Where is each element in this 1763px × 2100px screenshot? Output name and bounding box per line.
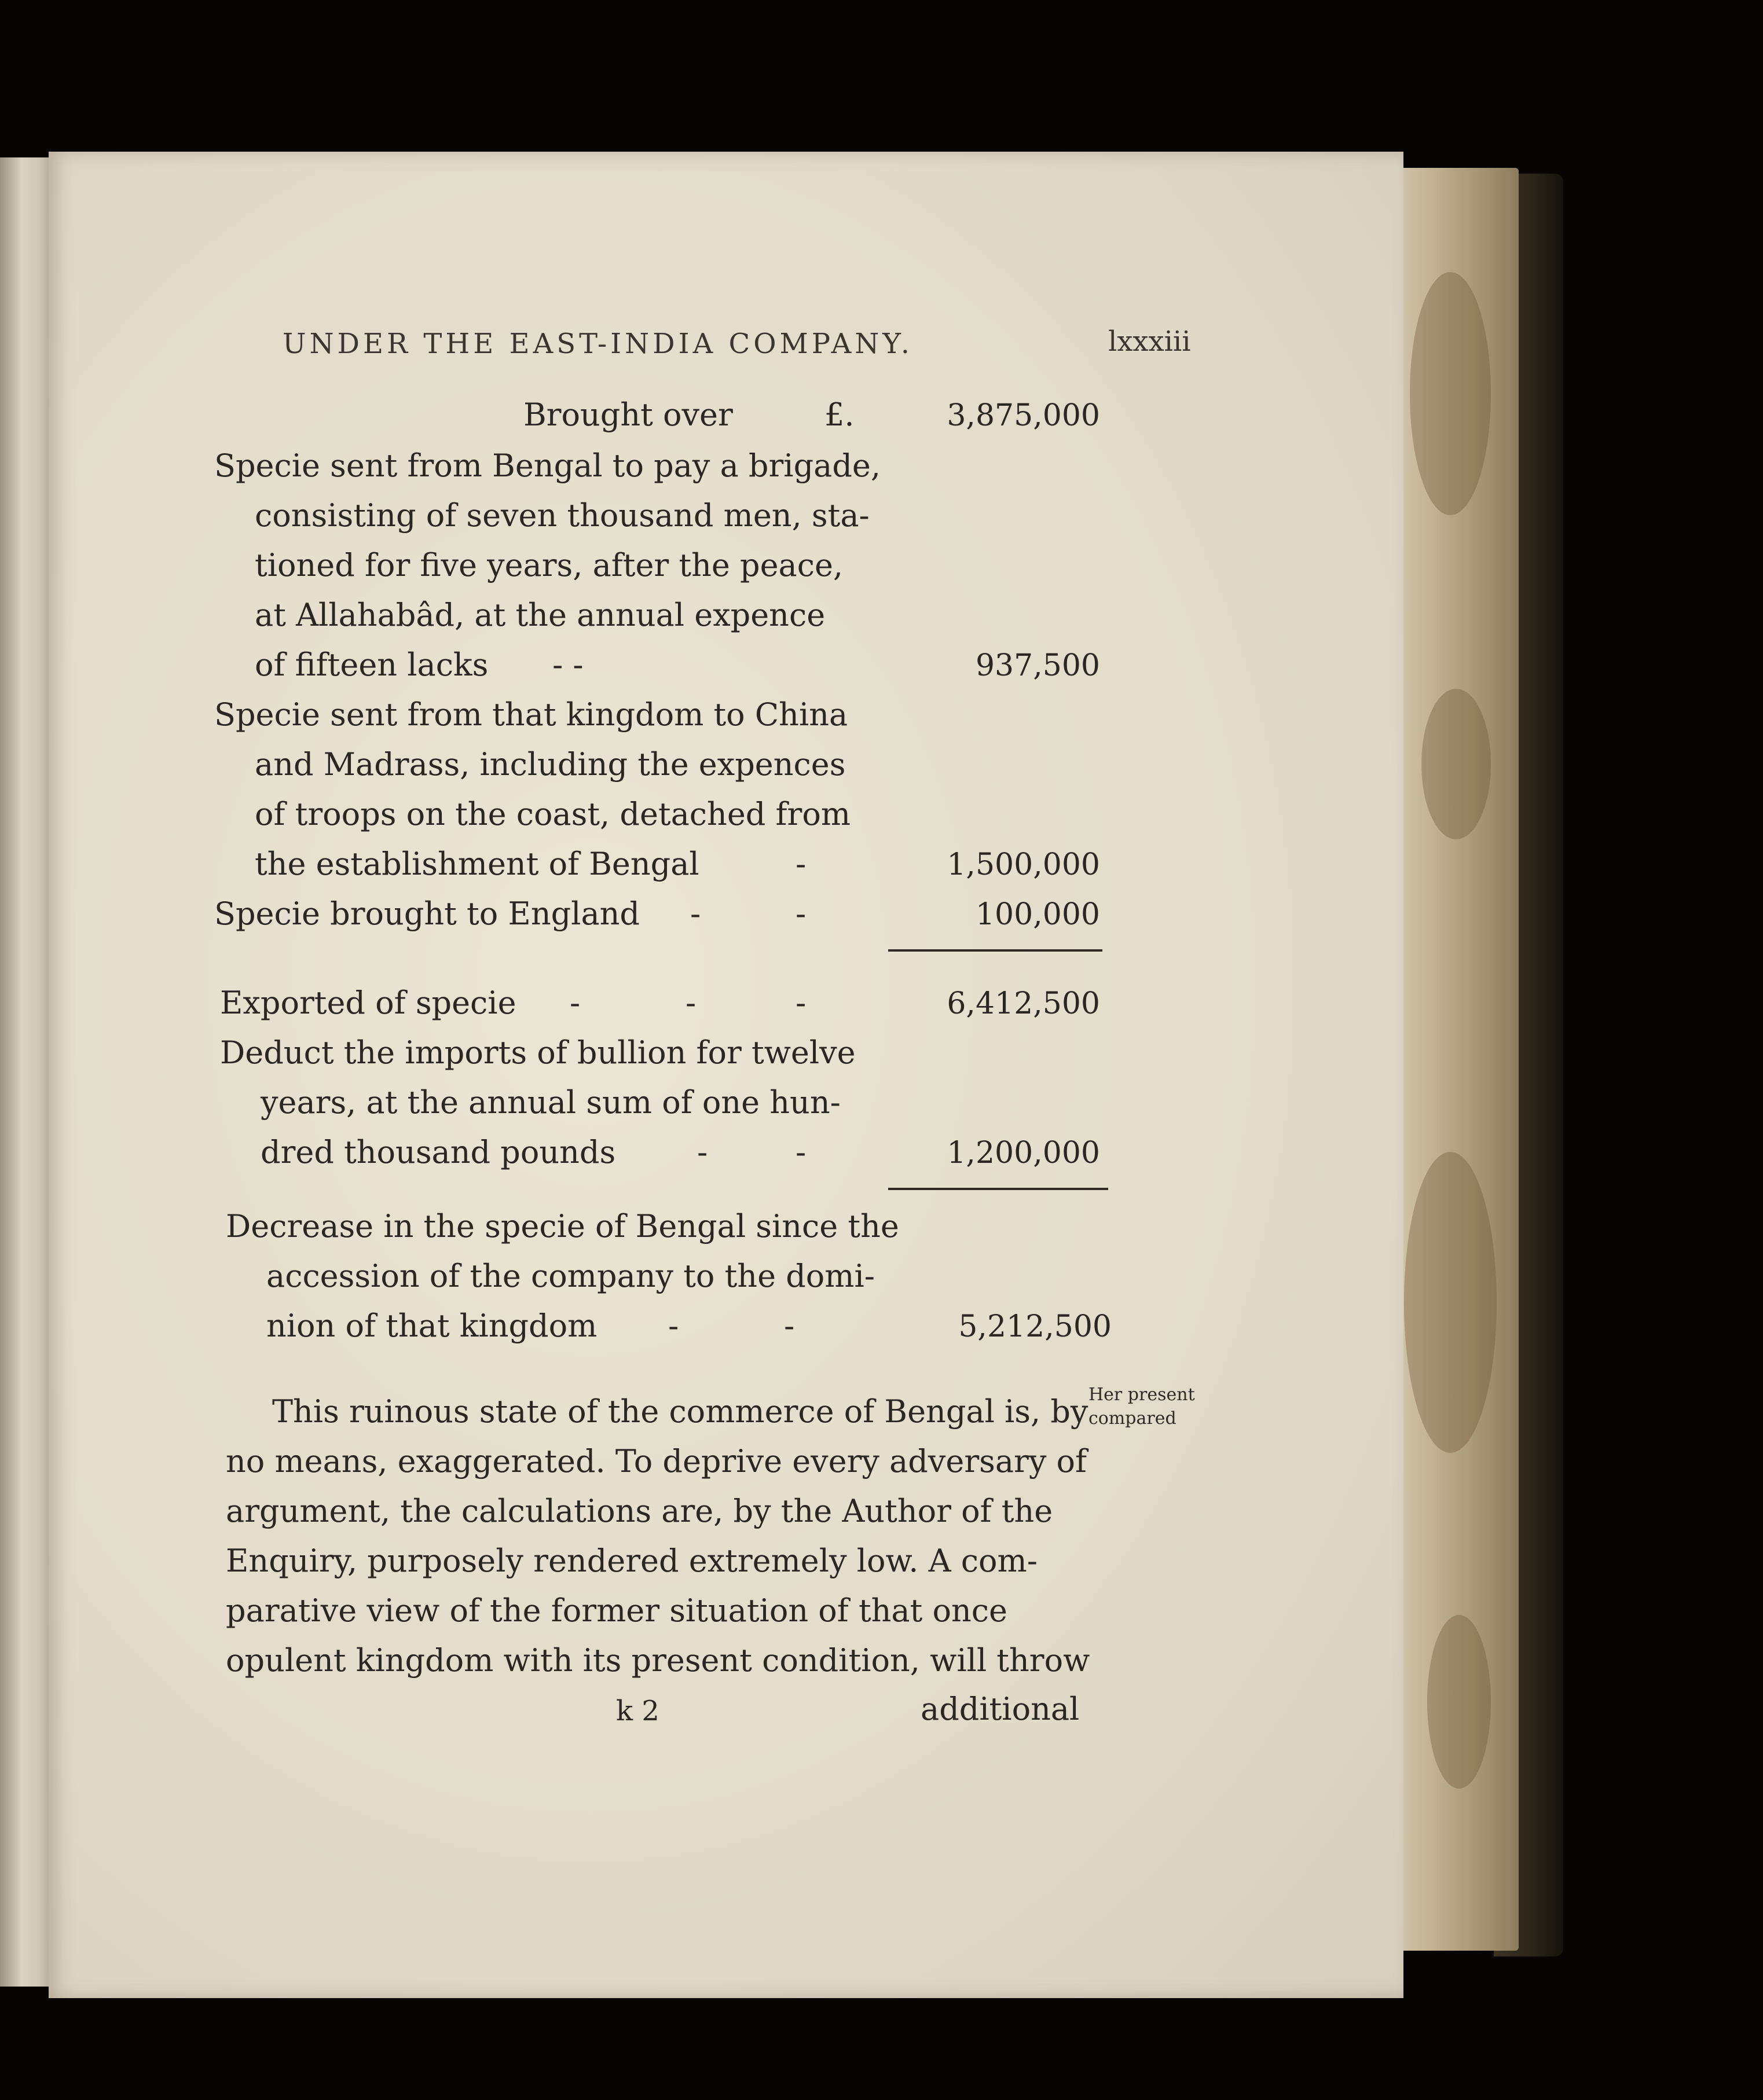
table-row-label: Specie sent from Bengal to pay a brigade, xyxy=(214,447,881,484)
body-line: no means, exaggerated. To deprive every adversary of xyxy=(226,1443,1087,1479)
page-block-edge xyxy=(1387,168,1519,1951)
body-line: Enquiry, purposely rendered extremely low. A com- xyxy=(226,1543,1038,1579)
margin-note-line: compared xyxy=(1088,1408,1176,1429)
running-title: UNDER THE EAST-INDIA COMPANY. xyxy=(283,328,914,360)
left-page-edge xyxy=(0,157,49,1987)
table-row-label: dred thousand pounds xyxy=(261,1134,616,1170)
dash-leader: - xyxy=(686,985,697,1021)
body-line: argument, the calculations are, by the Author of the xyxy=(226,1493,1053,1529)
table-row-label: and Madrass, including the expences xyxy=(255,746,846,783)
dash-leader: - xyxy=(784,1308,795,1344)
table-row-label: consisting of seven thousand men, sta- xyxy=(255,497,870,534)
dash-leader: - xyxy=(796,846,807,882)
table-row-label: years, at the annual sum of one hun- xyxy=(261,1084,841,1121)
signature-mark: k 2 xyxy=(616,1695,659,1727)
dash-leader: - xyxy=(796,985,807,1021)
table-row-label: nion of that kingdom xyxy=(266,1308,598,1344)
table-row-amount: 1,500,000 xyxy=(947,847,1100,882)
table-row-amount: 1,200,000 xyxy=(947,1136,1100,1170)
sum-rule xyxy=(888,949,1102,952)
table-row-amount: 5,212,500 xyxy=(958,1309,1112,1344)
table-row-label: Deduct the imports of bullion for twelve xyxy=(220,1034,856,1071)
table-row-label: the establishment of Bengal xyxy=(255,846,699,882)
table-row-label: Decrease in the specie of Bengal since the xyxy=(226,1208,899,1244)
table-row-label: accession of the company to the domi- xyxy=(266,1258,875,1294)
table-row-label: at Allahabâd, at the annual expence xyxy=(255,597,826,633)
table-row-label: of fifteen lacks xyxy=(255,647,489,683)
table-row-label: Exported of specie xyxy=(220,985,516,1021)
margin-note-line: Her present xyxy=(1088,1385,1195,1405)
table-row-amount: 3,875,000 xyxy=(947,398,1100,433)
dash-leader: - xyxy=(796,895,807,932)
table-row-amount: 100,000 xyxy=(975,897,1100,932)
table-row-label: Specie sent from that kingdom to China xyxy=(214,696,848,733)
body-line: This ruinous state of the commerce of Bengal is, by xyxy=(272,1393,1088,1430)
table-row-amount: 6,412,500 xyxy=(947,986,1100,1021)
table-row-label: Brought over xyxy=(523,396,733,433)
table-row-label: tioned for five years, after the peace, xyxy=(255,547,844,583)
catchword: additional xyxy=(921,1691,1080,1727)
table-row-amount: 937,500 xyxy=(975,648,1100,683)
table-row-label: of troops on the coast, detached from xyxy=(255,796,851,832)
body-line: opulent kingdom with its present condition, will throw xyxy=(226,1642,1090,1679)
pound-sign: £. xyxy=(824,396,855,433)
dash-leader: - - xyxy=(552,647,584,683)
book-page xyxy=(49,152,1403,1998)
dash-leader: - xyxy=(697,1134,708,1170)
margin-note xyxy=(1088,1383,1195,1430)
page-number: lxxxiii xyxy=(1108,325,1191,358)
sum-rule xyxy=(888,1188,1108,1190)
dash-leader: - xyxy=(570,985,581,1021)
body-line: parative view of the former situation of that once xyxy=(226,1592,1007,1629)
dash-leader: - xyxy=(690,895,701,932)
dash-leader: - xyxy=(796,1134,807,1170)
dash-leader: - xyxy=(668,1308,679,1344)
table-row-label: Specie brought to England xyxy=(214,895,640,932)
